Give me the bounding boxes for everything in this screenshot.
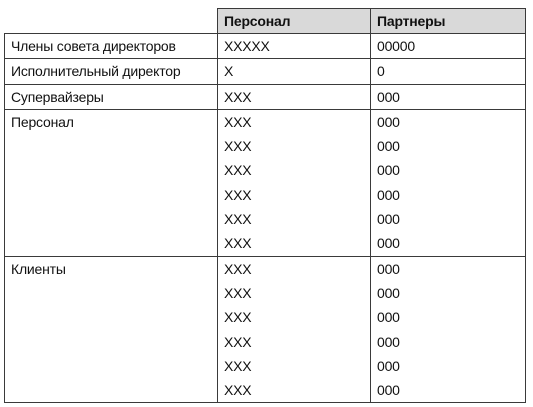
corner-cell: [5, 9, 218, 34]
partners-cell: [371, 84, 526, 109]
table-row: [5, 109, 526, 256]
partners-value: 000: [377, 382, 400, 399]
table-row: [5, 59, 526, 84]
row-label: Клиенты: [11, 260, 66, 277]
partners-value: 0: [377, 63, 385, 80]
partners-cell: [371, 109, 526, 256]
staff-value: XXX: [224, 138, 252, 155]
table-row: [5, 84, 526, 109]
row-label-cell: [5, 59, 218, 84]
row-label: Персонал: [11, 113, 74, 130]
partners-cell: [371, 34, 526, 59]
staff-value: XXX: [224, 162, 252, 179]
partners-value: 000: [377, 235, 400, 252]
partners-value: 000: [377, 88, 400, 105]
row-label-cell: [5, 256, 218, 403]
partners-value: 000: [377, 162, 400, 179]
staff-value: XXX: [224, 284, 252, 301]
staff-value: XXX: [224, 357, 252, 374]
row-label: Исполнительный директор: [11, 63, 181, 80]
table-row: [5, 34, 526, 59]
partners-value: 000: [377, 357, 400, 374]
staff-value: XXXXX: [224, 38, 270, 54]
column-header-partners: Партнеры: [371, 9, 526, 34]
partners-value: 000: [377, 284, 400, 301]
row-label: Супервайзеры: [11, 88, 104, 105]
table-row: [5, 256, 526, 403]
partners-cell: [371, 256, 526, 403]
staff-value: XXX: [224, 333, 252, 350]
staff-cell: [218, 59, 371, 84]
org-table: [4, 8, 526, 403]
staff-cell: [218, 84, 371, 109]
staff-value: XXX: [224, 211, 252, 228]
partners-value: 000: [377, 260, 400, 277]
partners-cell: [371, 59, 526, 84]
staff-value: XXX: [224, 382, 252, 399]
partners-value: 000: [377, 333, 400, 350]
table-body: [5, 34, 526, 403]
partners-value: 000: [377, 113, 400, 130]
partners-value: 000: [377, 138, 400, 155]
staff-value: XXX: [224, 88, 252, 105]
staff-cell: [218, 34, 371, 59]
staff-value: XXX: [224, 186, 252, 203]
row-label-cell: [5, 34, 218, 59]
staff-value: XXX: [224, 309, 252, 326]
partners-value: 000: [377, 309, 400, 326]
row-label-cell: [5, 109, 218, 256]
row-label: Члены совета директоров: [11, 38, 176, 54]
header-row: [5, 9, 526, 34]
row-label-cell: [5, 84, 218, 109]
partners-value: 00000: [377, 38, 415, 54]
staff-value: XXX: [224, 260, 252, 277]
staff-cell: [218, 109, 371, 256]
partners-value: 000: [377, 186, 400, 203]
column-header-staff: Персонал: [218, 9, 371, 34]
staff-cell: [218, 256, 371, 403]
staff-value: XXX: [224, 235, 252, 252]
staff-value: X: [224, 63, 234, 80]
staff-value: XXX: [224, 113, 252, 130]
partners-value: 000: [377, 211, 400, 228]
